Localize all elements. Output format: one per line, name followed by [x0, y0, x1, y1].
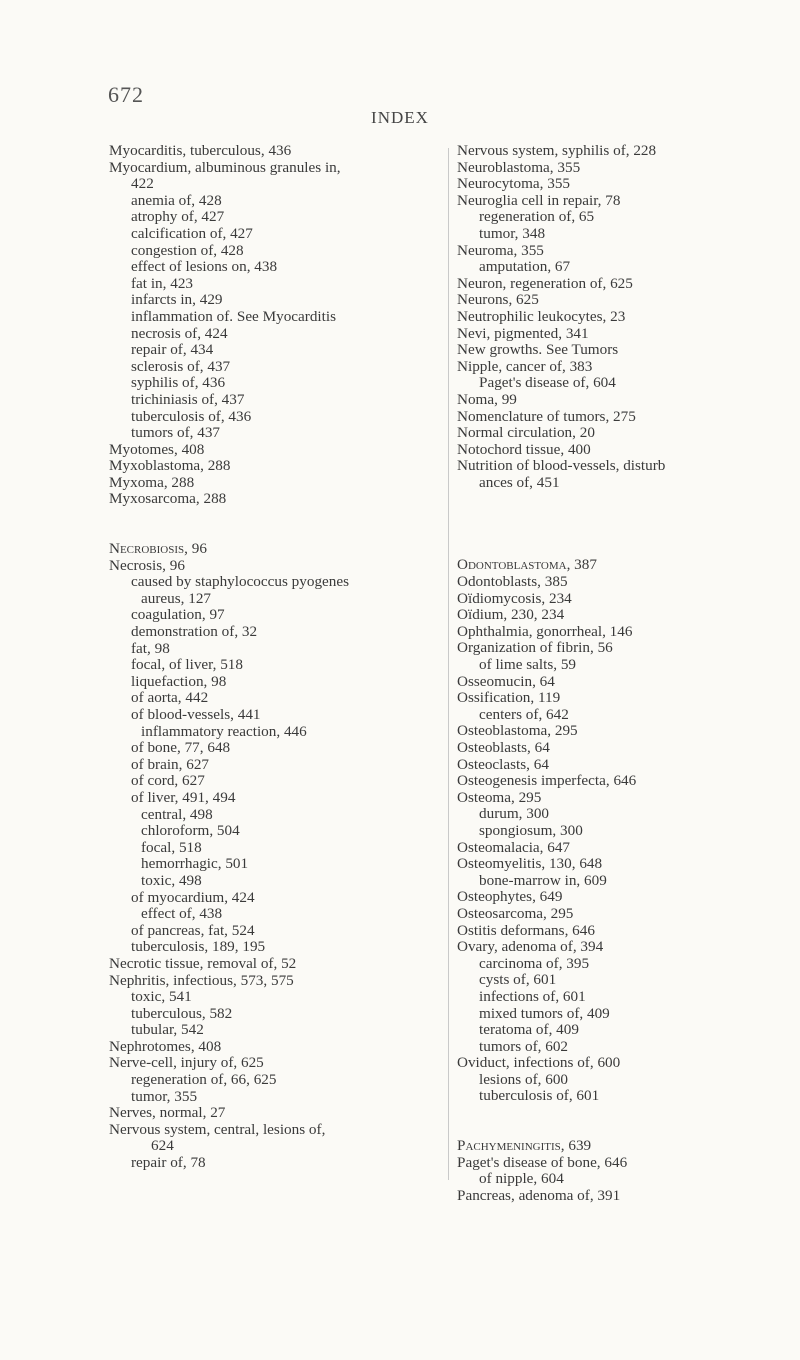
index-entry: regeneration of, 65: [479, 208, 595, 226]
index-column-right: [457, 143, 787, 1204]
index-entry: Nevi, pigmented, 341: [457, 324, 589, 342]
section-gap: [457, 491, 787, 524]
index-entry: Osseomucin, 64: [457, 672, 555, 690]
index-entry: atrophy of, 427: [131, 208, 225, 226]
index-entry: Nipple, cancer of, 383: [457, 357, 593, 375]
index-entry: focal, of liver, 518: [131, 656, 243, 674]
index-entry: Notochord tissue, 400: [457, 440, 591, 458]
index-entry: demonstration of, 32: [131, 623, 258, 641]
index-entry: Paget's disease of bone, 646: [457, 1153, 628, 1171]
index-entry: repair of, 78: [131, 1154, 206, 1172]
index-entry: Neuroma, 355: [457, 241, 544, 259]
index-entry: carcinoma of, 395: [479, 954, 590, 972]
index-entry: of brain, 627: [131, 755, 210, 773]
index-entry: infarcts in, 429: [131, 291, 223, 309]
index-entry: Odontoblastoma, 387: [457, 556, 597, 574]
index-entry: calcification of, 427: [131, 224, 253, 242]
index-entry: Osteomyelitis, 130, 648: [457, 855, 603, 873]
index-entry: of bone, 77, 648: [131, 739, 231, 757]
index-entry: tuberculous, 582: [131, 1004, 233, 1022]
index-entry: Neurons, 625: [457, 291, 539, 309]
index-entry: Pancreas, adenoma of, 391: [457, 1186, 621, 1204]
index-entry: hemorrhagic, 501: [141, 855, 249, 873]
index-entry: Ophthalmia, gonorrheal, 146: [457, 622, 633, 640]
index-entry: cysts of, 601: [479, 971, 557, 989]
index-entry: of aorta, 442: [131, 689, 209, 707]
index-entry: fat, 98: [131, 639, 170, 657]
index-entry: bone-marrow in, 609: [479, 871, 607, 889]
index-entry: Osteoclasts, 64: [457, 755, 549, 773]
index-entry: Osteomalacia, 647: [457, 838, 571, 856]
page-title: INDEX: [371, 108, 429, 127]
index-entry: tubular, 542: [131, 1021, 204, 1039]
index-entry: repair of, 434: [131, 341, 214, 359]
section-gap: [457, 524, 787, 557]
index-entry: tuberculosis of, 601: [479, 1087, 600, 1105]
index-entry: focal, 518: [141, 838, 202, 856]
index-entry: Ovary, adenoma of, 394: [457, 938, 604, 956]
index-entry: centers of, 642: [479, 705, 569, 723]
index-entry: Necrotic tissue, removal of, 52: [109, 954, 297, 972]
index-entry: Myocarditis, tuberculous, 436: [109, 142, 292, 159]
index-entry: Nervous system, syphilis of, 228: [457, 142, 657, 159]
index-entry: Myxosarcoma, 288: [109, 490, 227, 508]
index-entry: inflammatory reaction, 446: [141, 722, 307, 740]
index-entry: syphilis of, 436: [131, 374, 226, 392]
index-entry: ances of, 451: [479, 473, 560, 491]
column-divider: [448, 148, 449, 1180]
index-entry: Osteoblastoma, 295: [457, 722, 578, 740]
index-entry: toxic, 498: [141, 871, 202, 889]
index-entry: teratoma of, 409: [479, 1021, 579, 1039]
index-entry: Myocardium, albuminous granules in,: [109, 158, 341, 176]
index-entry: Pachymeningitis, 639: [457, 1137, 592, 1155]
index-entry: coagulation, 97: [131, 606, 225, 624]
index-entry: durum, 300: [479, 805, 550, 823]
index-entry: amputation, 67: [479, 258, 571, 276]
index-entry: Oïdium, 230, 234: [457, 606, 565, 624]
index-entry: tumor, 348: [479, 224, 546, 242]
index-entry: necrosis of, 424: [131, 324, 228, 342]
index-entry: of cord, 627: [131, 772, 205, 790]
index-entry: 422: [131, 175, 154, 193]
index-entry: New growths. See Tumors: [457, 341, 619, 359]
index-entry: Nerves, normal, 27: [109, 1104, 226, 1122]
index-entry: liquefaction, 98: [131, 672, 227, 690]
index-entry: Nerve-cell, injury of, 625: [109, 1054, 264, 1072]
index-entry: Nutrition of blood-vessels, disturb: [457, 457, 666, 475]
index-entry: anemia of, 428: [131, 191, 222, 209]
index-entry: of myocardium, 424: [131, 888, 255, 906]
index-entry: Odontoblasts, 385: [457, 573, 568, 591]
index-entry: Neuroglia cell in repair, 78: [457, 191, 621, 209]
index-entry: tuberculosis of, 436: [131, 407, 252, 425]
index-entry: Osteosarcoma, 295: [457, 904, 574, 922]
section-gap: [109, 508, 439, 541]
index-entry: Nephritis, infectious, 573, 575: [109, 971, 294, 989]
section-gap: [457, 1105, 787, 1138]
index-entry: Nervous system, central, lesions of,: [109, 1120, 326, 1138]
index-entry: effect of, 438: [141, 905, 223, 923]
index-entry: regeneration of, 66, 625: [131, 1071, 277, 1089]
index-entry: Ostitis deformans, 646: [457, 921, 595, 939]
index-entry: mixed tumors of, 409: [479, 1004, 610, 1022]
index-entry: of liver, 491, 494: [131, 788, 236, 806]
index-entry: Osteoma, 295: [457, 788, 542, 806]
index-entry: aureus, 127: [141, 589, 212, 607]
index-entry: Organization of fibrin, 56: [457, 639, 613, 657]
index-entry: tumors of, 437: [131, 424, 221, 442]
index-entry: 624: [151, 1137, 174, 1155]
index-entry: spongiosum, 300: [479, 821, 583, 839]
index-entry: Myxoma, 288: [109, 473, 195, 491]
index-entry: congestion of, 428: [131, 241, 244, 259]
index-entry: Nomenclature of tumors, 275: [457, 407, 636, 425]
index-entry: infections of, 601: [479, 987, 586, 1005]
index-entry: inflammation of. See Myocarditis: [131, 307, 336, 325]
index-entry: effect of lesions on, 438: [131, 258, 278, 276]
page-number: 672: [108, 82, 144, 107]
index-entry: Osteophytes, 649: [457, 888, 563, 906]
index-entry: Myxoblastoma, 288: [109, 457, 231, 475]
index-entry: Neuroblastoma, 355: [457, 158, 581, 176]
index-entry: trichiniasis of, 437: [131, 390, 245, 408]
index-entry: toxic, 541: [131, 988, 192, 1006]
index-entry: of pancreas, fat, 524: [131, 921, 255, 939]
index-entry: tumor, 355: [131, 1087, 198, 1105]
index-entry: Normal circulation, 20: [457, 424, 595, 442]
index-entry: of lime salts, 59: [479, 656, 577, 674]
index-entry: caused by staphylococcus pyogenes: [131, 573, 350, 591]
index-entry: Oïdiomycosis, 234: [457, 589, 572, 607]
index-entry: Oviduct, infections of, 600: [457, 1054, 621, 1072]
index-entry: lesions of, 600: [479, 1070, 569, 1088]
index-entry: sclerosis of, 437: [131, 357, 231, 375]
index-entry: chloroform, 504: [141, 822, 240, 840]
index-entry: Neurocytoma, 355: [457, 175, 571, 193]
index-entry: Ossification, 119: [457, 689, 561, 707]
index-entry: central, 498: [141, 805, 213, 823]
index-column-left: [109, 143, 439, 1172]
index-entry: tumors of, 602: [479, 1037, 569, 1055]
index-entry: Neuron, regeneration of, 625: [457, 274, 633, 292]
index-entry: Nephrotomes, 408: [109, 1037, 222, 1055]
index-entry: Paget's disease of, 604: [479, 374, 616, 392]
index-entry: of blood-vessels, 441: [131, 706, 261, 723]
index-entry: Necrobiosis, 96: [109, 540, 207, 558]
index-entry: Neutrophilic leukocytes, 23: [457, 307, 626, 325]
index-entry: Osteogenesis imperfecta, 646: [457, 772, 637, 790]
index-entry: Myotomes, 408: [109, 440, 205, 458]
index-entry: Necrosis, 96: [109, 556, 185, 574]
index-entry: tuberculosis, 189, 195: [131, 938, 266, 956]
index-entry: Osteoblasts, 64: [457, 739, 550, 756]
index-entry: of nipple, 604: [479, 1170, 564, 1188]
index-entry: Noma, 99: [457, 390, 517, 408]
index-entry: fat in, 423: [131, 274, 194, 292]
